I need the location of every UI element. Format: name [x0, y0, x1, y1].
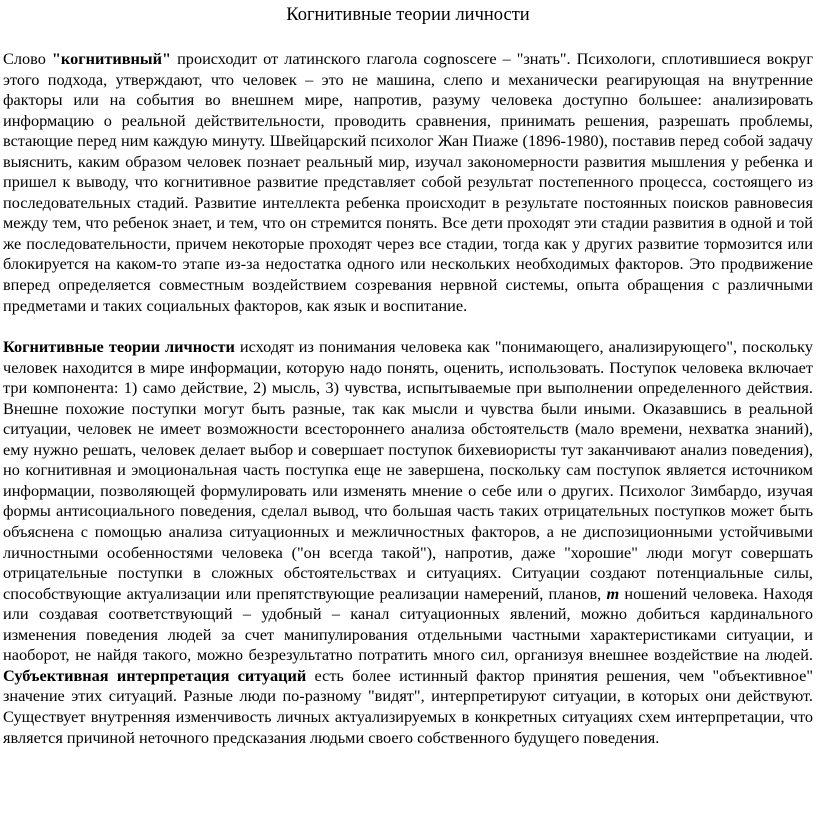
page-title: Когнитивные теории личности: [286, 5, 530, 25]
paragraph-1-lead: Слово: [3, 49, 52, 68]
paragraph-cognitive-word: [3, 49, 813, 316]
italic-fragment: т: [606, 583, 620, 603]
paragraph-2-body-b: ношений человека. Находя или создавая соответствующий – удобный – канал ситуационных явлений, можно добиться кардинального изменения поведения людей за счет манипулирования отдельными частными характеристиками ситуации, и наоборот, не найдя такого, можно безрезультатно потратить много сил, организуя внешнее воздействие на людей.: [3, 583, 814, 665]
paragraph-2-body-a: исходят из понимания человека как "понимающего, анализирующего", поскольку человек находится в мире информации, которую надо понять, оценить, использовать. Поступок человека включает три компонента: 1) само действие, 2) мысль, 3) чувства, испытываемые при выполнении определенного действия. Внешне похожие поступки могут быть разные, так как мысли и чувства были иными. Оказавшись в реальной ситуации, человек не имеет возможности всестороннего анализа обстоятельств (мало времени, нехватка знаний), ему нужно решать, человек делает выбор и совершает поступок бихевиористы тут заканчивают анализ поведения), но когнитивная и эмоциональная часть поступка еще не завершена, поскольку сам поступок является источником информации, позволяющей формулировать или изменять мнение о себе или о других. Психолог Зимбардо, изучая формы антисоциального поведения, сделал вывод, что большая часть таких отрицательных поступков может быть объяснена с помощью анализа ситуационных и межличностных факторов, а не диспозиционными устойчивыми личностными особенностями человека ("он всегда такой"), напротив, даже "хорошие" люди могут совершать отрицательные поступки в сложных обстоятельствах и ситуациях. Ситуации создают потенциальные силы, способствующие актуализации или препятствующие реализации намерений, планов,: [3, 337, 813, 603]
term-subjective-interpretation: Субъективная интерпретация ситуаций: [3, 665, 307, 685]
term-cognitive: "когнитивный": [51, 49, 172, 68]
paragraph-cognitive-theories: [3, 337, 813, 748]
paragraph-2-body-c: есть более истинный фактор принятия решения, чем "объективное" значение этих ситуаций. Разные люди по-разному "видят", интерпретируют ситуации, в которых они действуют. Существует внутренняя изменчивость личных актуализируемых в конкретных ситуациях схем интерпретации, что является причиной неточного предсказания людьми своего собственного будущего поведения.: [3, 665, 813, 747]
term-cognitive-theories: Когнитивные теории личности: [3, 337, 235, 357]
paragraph-1-body: происходит от латинского глагола cognoscere – "знать". Психологи, сплотившиеся вокруг этого подхода, утверждают, что человек – это не машина, слепо и механически реагирующая на внутренние факторы или на события во внешнем мире, напротив, разуму человека доступно большее: анализировать информацию о реальной действительности, проводить сравнения, принимать решения, разрешать проблемы, встающие перед ним каждую минуту. Швейцарский психолог Жан Пиаже (1896-1980), поставив перед собой задачу выяснить, каким образом человек познает реальный мир, изучал закономерности развития мышления у ребенка и пришел к выводу, что когнитивное развитие представляет собой результат постепенного процесса, состоящего из последовательных стадий. Развитие интеллекта ребенка происходит в результате постоянных поисков равновесия между тем, что ребенок знает, и тем, что он стремится понять. Все дети проходят эти стадии развития в одной и той же последовательности, причем некоторые проходят через все стадии, тогда как у других развитие тормозится или блокируется на каком-то этапе из-за недостатка одного или нескольких необходимых факторов. Это продвижение вперед определяется совместным воздействием созревания нервной системы, опыта обращения с различными предметами и таких социальных факторов, как язык и воспитание.: [3, 49, 813, 315]
